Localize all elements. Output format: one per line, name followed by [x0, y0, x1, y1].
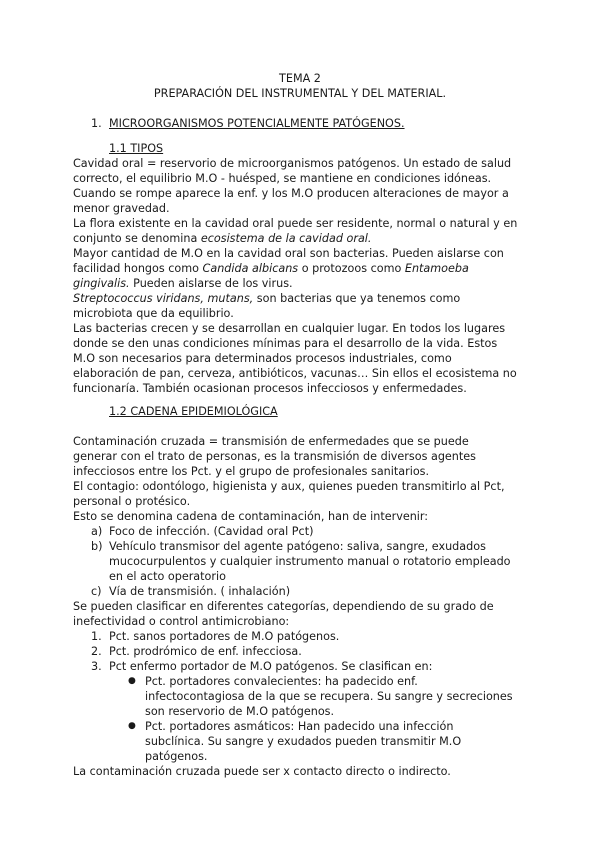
paragraph-line: funcionaría. También ocasionan procesos infecciosos y enfermedades.: [73, 382, 467, 395]
paragraph-line: [73, 231, 371, 246]
text-run: son bacterias que ya tenemos como: [253, 292, 461, 305]
paragraph-line: menor gravedad.: [73, 202, 170, 215]
paragraph-line: elaboración de pan, cerveza, antibióticos, vacunas… Sin ellos el ecosistema no: [73, 367, 517, 380]
list-marker: a): [91, 525, 103, 538]
list-marker: c): [91, 585, 102, 598]
italic-term: Candida albicans: [202, 262, 299, 275]
paragraph-line: infecciosos entre los Pct. y el grupo de profesionales sanitarios.: [73, 465, 430, 478]
list-item: Pct. sanos portadores de M.O patógenos.: [109, 630, 340, 643]
section-number: 1.: [91, 117, 102, 130]
text-run: conjunto se denomina: [73, 232, 201, 245]
bullet-icon: ●: [128, 721, 136, 731]
list-marker: 3.: [91, 660, 102, 673]
italic-term: Streptococcus viridans, mutans,: [73, 292, 254, 305]
paragraph-line: microbiota que da equilibrio.: [73, 307, 234, 320]
list-marker: b): [91, 540, 103, 553]
paragraph-line: correcto, el equilibrio M.O - huésped, se mantiene en condiciones idóneas.: [73, 172, 492, 185]
paragraph-line: La flora existente en la cavidad oral puede ser residente, normal o natural y en: [73, 217, 518, 230]
paragraph-line: Esto se denomina cadena de contaminación, han de intervenir:: [73, 510, 429, 523]
text-run: o protozoos como: [298, 262, 405, 275]
document-title: TEMA 2: [279, 72, 321, 85]
bullet-item-continuation: patógenos.: [145, 750, 208, 763]
paragraph-line: M.O son necesarios para determinados procesos industriales, como: [73, 352, 452, 365]
bullet-item: Pct. portadores asmáticos: Han padecido una infección: [145, 720, 454, 733]
list-item: Foco de infección. (Cavidad oral Pct): [109, 525, 314, 538]
italic-term: gingivalis.: [73, 277, 130, 290]
italic-term: Entamoeba: [404, 262, 469, 275]
subsection-heading-cadena: 1.2 CADENA EPIDEMIOLÓGICA: [109, 405, 278, 418]
list-item: Vehículo transmisor del agente patógeno: saliva, sangre, exudados: [109, 540, 486, 553]
list-item-continuation: mucocurpulentos y cualquier instrumento manual o rotatorio empleado: [109, 555, 511, 568]
document-subtitle: PREPARACIÓN DEL INSTRUMENTAL Y DEL MATERIAL.: [153, 87, 447, 100]
text-run: Pueden aislarse de los virus.: [129, 277, 293, 290]
bullet-item: Pct. portadores convalecientes: ha padecido enf.: [145, 675, 418, 688]
paragraph-line: Las bacterias crecen y se desarrollan en cualquier lugar. En todos los lugares: [73, 322, 506, 335]
paragraph-line: [73, 261, 469, 276]
subsection-heading-tipos: 1.1 TIPOS: [109, 142, 164, 155]
paragraph-line: Cuando se rompe aparece la enf. y los M.O producen alteraciones de mayor a: [73, 187, 509, 200]
section-heading: MICROORGANISMOS POTENCIALMENTE PATÓGENOS.: [109, 117, 405, 130]
paragraph-line: El contagio: odontólogo, higienista y aux, quienes pueden transmitirlo al Pct,: [73, 480, 505, 493]
italic-term: ecosistema de la cavidad oral.: [200, 232, 372, 245]
list-marker: 2.: [91, 645, 102, 658]
paragraph-line: La contaminación cruzada puede ser x contacto directo o indirecto.: [73, 765, 451, 778]
paragraph-line: donde se den unas condiciones mínimas para el desarrollo de la vida. Estos: [73, 337, 498, 350]
bullet-item-continuation: subclínica. Su sangre y exudados pueden transmitir M.O: [145, 735, 462, 748]
paragraph-line: [73, 276, 293, 291]
paragraph-line: personal o protésico.: [73, 495, 191, 508]
text-run: facilidad hongos como: [73, 262, 203, 275]
paragraph-line: generar con el trato de personas, es la transmisión de diversos agentes: [73, 450, 476, 463]
bullet-icon: ●: [128, 676, 136, 686]
paragraph-line: inefectividad o control antimicrobiano:: [73, 615, 290, 628]
paragraph-line: Cavidad oral = reservorio de microorganismos patógenos. Un estado de salud: [73, 157, 512, 170]
list-item-continuation: en el acto operatorio: [109, 570, 226, 583]
bullet-item-continuation: infectocontagiosa de la que se recupera. Su sangre y secreciones: [145, 690, 513, 703]
paragraph-line: [73, 291, 460, 306]
paragraph-line: Se pueden clasificar en diferentes categorías, dependiendo de su grado de: [73, 600, 494, 613]
list-marker: 1.: [91, 630, 102, 643]
paragraph-line: Mayor cantidad de M.O en la cavidad oral son bacterias. Pueden aislarse con: [73, 247, 504, 260]
list-item: Pct enfermo portador de M.O patógenos. Se clasifican en:: [109, 660, 433, 673]
list-item: Pct. prodrómico de enf. infecciosa.: [109, 645, 302, 658]
list-item: Vía de transmisión. ( inhalación): [109, 585, 291, 598]
paragraph-line: Contaminación cruzada = transmisión de enfermedades que se puede: [73, 435, 469, 448]
bullet-item-continuation: son reservorio de M.O patógenos.: [145, 705, 335, 718]
